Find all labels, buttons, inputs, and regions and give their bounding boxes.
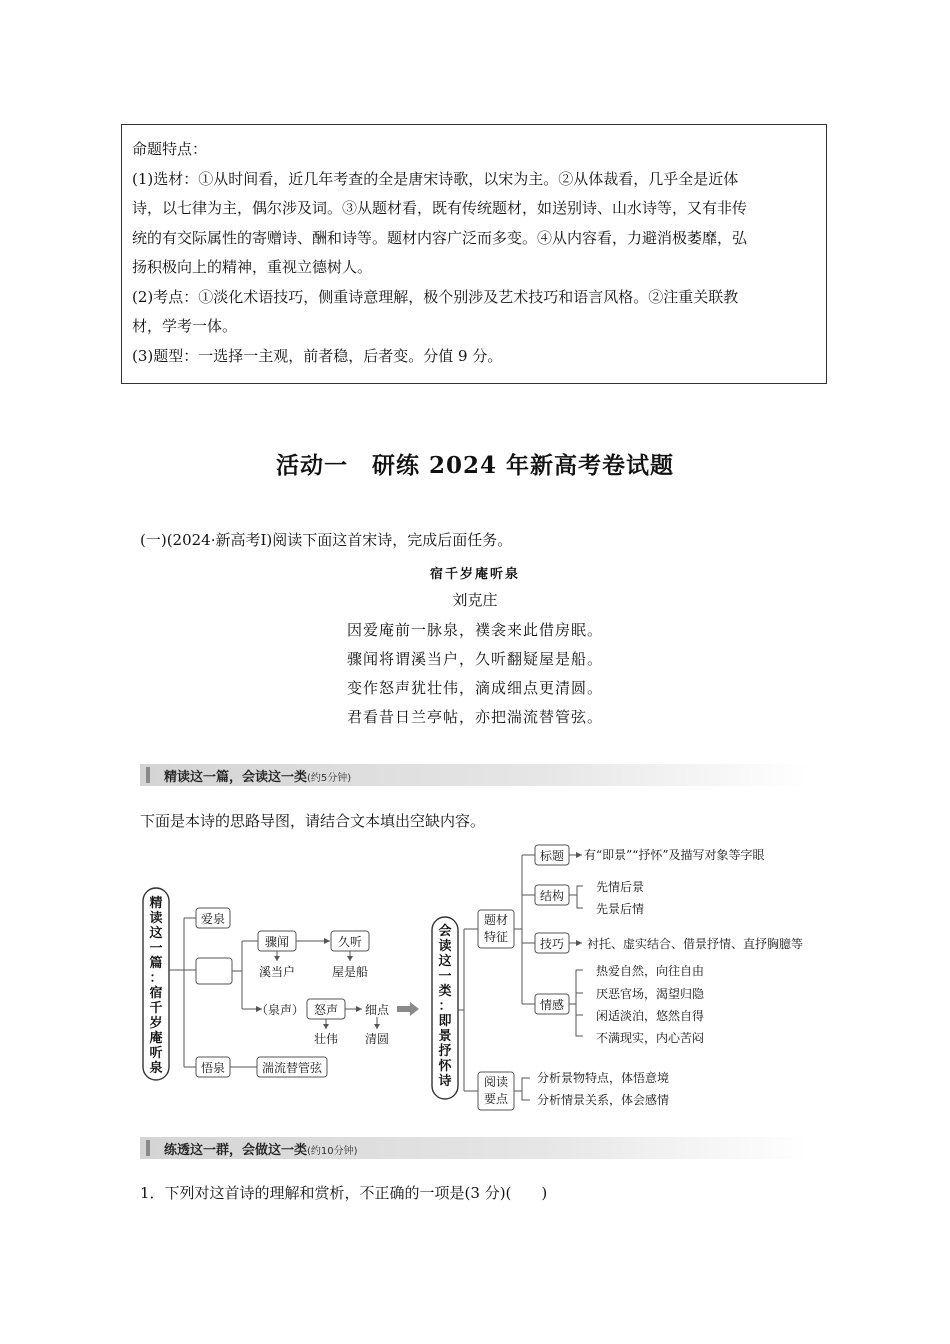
right-root-label: 会 读 这 一 类 ： 即 景 抒 怀 诗 [438,924,452,1089]
note-line: 诗，以七律为主，偶尔涉及词。③从题材看，既有传统题材，如送别诗、山水诗等，又有非传 [132,199,748,217]
qinggan-item: 厌恶官场，渴望归隐 [596,987,705,1001]
mindmap-intro: 下面是本诗的思路导图，请结合文本填出空缺内容。 [140,812,486,830]
node-zhou-wen: 骤闻 [264,935,289,949]
qinggan-item: 不满现实，内心苦闷 [596,1031,705,1045]
poem-author: 刘克庄 [452,591,498,609]
poem-line: 君看昔日兰亭帖，亦把湍流替管弦。 [346,708,603,726]
node-yuedu: 阅读 要点 [483,1075,508,1106]
banner-duration: (约10分钟) [307,1146,358,1157]
left-root-label: 精 读 这 一 篇 ： 宿 千 岁 庵 听 泉 [149,896,163,1076]
node-zhuang-wei: 壮伟 [313,1032,338,1046]
note-line: (1)选材：①从时间看，近几年考查的全是唐宋诗歌，以宋为主。②从体裁看，几乎全是近体 [132,169,739,188]
node-ai-quan: 爱泉 [200,912,225,926]
biaoti-desc: 有“即景”“抒怀”及描写对象等字眼 [584,848,765,862]
poem-line: 因爱庵前一脉泉，襆衾来此借房眠。 [346,621,603,639]
banner-bar [146,1140,150,1156]
jiqiao-desc: 衬托、虚实结合、借景抒情、直抒胸臆等 [587,937,804,951]
note-line: (2)考点：①淡化术语技巧，侧重诗意理解，极个别涉及艺术技巧和语言风格。②注重关联教 [132,287,739,306]
node-nu-sheng: 怒声 [313,1003,338,1017]
question-intro: (一)(2024·新高考Ⅰ)阅读下面这首宋诗，完成后面任务。 [140,531,513,549]
section-banner-practice [140,1137,810,1159]
poem-title: 宿千岁庵听泉 [429,567,520,582]
node-biaoti: 标题 [539,849,564,863]
blank-node [196,960,232,982]
jiegou-1: 先情后景 [596,880,645,894]
yuedu-1: 分析景物特点，体悟意境 [537,1071,670,1085]
note-heading: 命题特点： [132,140,208,158]
question-1: 1．下列对这首诗的理解和赏析，不正确的一项是(3 分)( ) [140,1184,548,1202]
node-quan-sheng: （泉声） [256,1003,305,1017]
node-xi-dian: 细点 [364,1003,389,1017]
note-line: 扬积极向上的精神，重视立德树人。 [132,258,373,276]
qinggan-item: 热爱自然，向往自由 [596,964,705,978]
note-line: (3)题型：一选择一主观，前者稳，后者变。分值 9 分。 [132,346,503,365]
flow-arrow [397,1002,419,1016]
node-jiu-ting: 久听 [337,935,362,949]
note-line: 统的有交际属性的寄赠诗、酬和诗等。题材内容广泛而多变。④从内容看，力避消极萎靡，弘 [132,228,748,247]
node-qing-yuan: 清圆 [364,1032,389,1046]
node-tuan-liu: 湍流替管弦 [261,1061,322,1075]
yuedu-2: 分析情景关系，体会感情 [537,1093,670,1107]
node-wu-quan: 悟泉 [200,1061,225,1075]
banner-label: 练透这一群，会做这一类 [164,1143,308,1158]
note-line: 材，学考一体。 [132,317,238,335]
poem-line: 变作怒声犹壮伟，滴成细点更清圆。 [346,679,603,697]
activity-title: 活动一 研练 2024 年新高考卷试题 [275,452,675,479]
node-wu-shi-chuan: 屋是船 [331,965,368,979]
node-ticai: 题材 特征 [483,913,508,944]
node-jiegou: 结构 [539,889,564,903]
qinggan-item: 闲适淡泊，悠然自得 [596,1009,705,1023]
node-xi-dang-hu: 溪当户 [258,965,295,979]
banner-label: 精读这一篇，会读这一类 [164,770,308,785]
jiegou-2: 先景后情 [596,902,645,916]
node-qinggan: 情感 [539,998,564,1012]
node-jiqiao: 技巧 [539,937,564,951]
poem-line: 骤闻将谓溪当户，久听翻疑屋是船。 [346,650,603,668]
banner-duration: (约5分钟) [307,773,352,784]
